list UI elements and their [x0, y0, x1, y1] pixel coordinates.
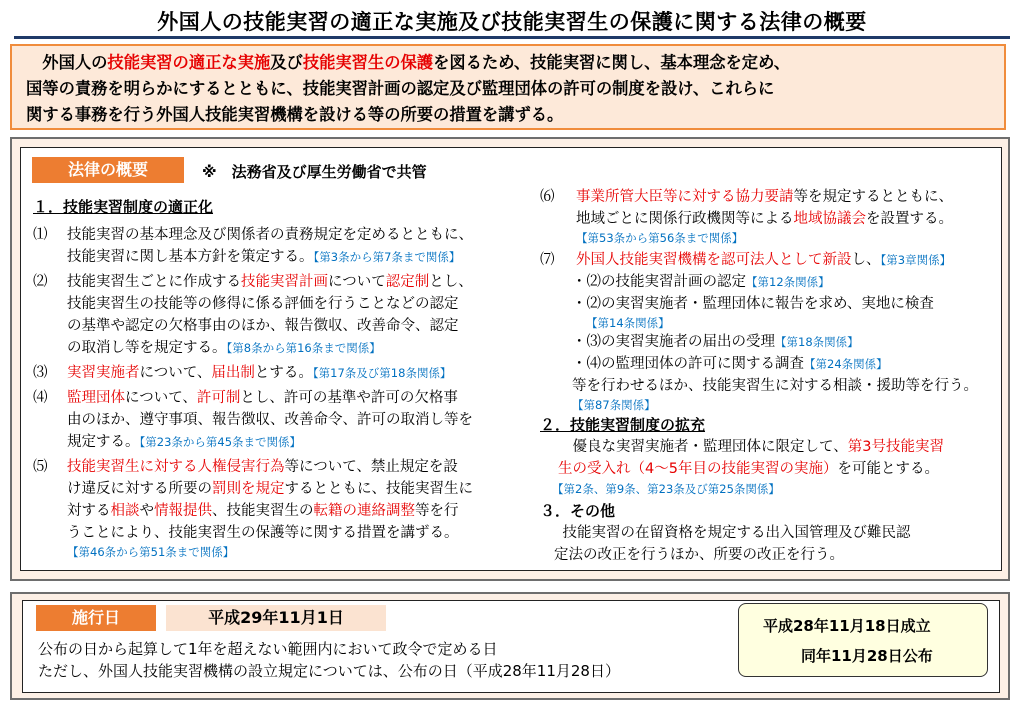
- text-run: 由のほか、遵守事項、報告徴収、改善命令、許可の取消し等を: [67, 412, 473, 428]
- article-ref: 【第12条関係】: [746, 275, 830, 289]
- list-item-line: [33, 271, 531, 293]
- sub-item: [540, 331, 995, 353]
- section-3-line: 定法の改正を行うほか、所要の改正を行う。: [554, 547, 844, 563]
- list-item-line: [33, 337, 531, 359]
- highlight-text: 技能実習生に対する人権侵害行為: [67, 459, 285, 475]
- highlight-text: 技能実習計画: [241, 274, 328, 290]
- highlight-text: 相談: [110, 503, 140, 519]
- effective-date-text: [38, 638, 620, 682]
- list-item-line: [33, 293, 531, 315]
- highlight-text: 届出制: [211, 365, 255, 381]
- page-title: 外国人の技能実習の適正な実施及び技能実習生の保護に関する法律の概要: [157, 10, 867, 34]
- law-overview-tag: 法律の概要: [32, 157, 184, 183]
- text-run: 及び: [270, 53, 303, 72]
- text-run: の基準や認定の欠格事由のほか、報告徴収、改善命令、認定: [67, 318, 459, 334]
- list-item-line: [33, 456, 531, 478]
- effective-date-value: 平成29年11月1日: [166, 605, 386, 631]
- text-run: 技能実習生ごとに作成する: [67, 274, 241, 290]
- text-run: 等について、禁止規定を設: [284, 459, 458, 475]
- article-ref: 【第87条関係】: [572, 398, 656, 412]
- article-ref: 【第17条及び第18条関係】: [312, 366, 452, 380]
- text-run: を可能とする。: [837, 461, 939, 477]
- effective-date-tag: 施行日: [36, 605, 156, 631]
- text-run: 国等の責務を明らかにするとともに、技能実習計画の認定及び監理団体の許可の制度を設け、これらに: [26, 79, 775, 98]
- article-ref: 【第8条から第16条まで関係】: [226, 341, 381, 355]
- highlight-text: 実習実施者: [67, 365, 140, 381]
- item-number: ⑶: [33, 365, 48, 381]
- list-item-line: [33, 387, 531, 409]
- list-item-line: [540, 249, 995, 271]
- text-run: とする。: [254, 365, 313, 381]
- section-2-line: [540, 436, 995, 458]
- item-number: ⑹: [540, 189, 555, 205]
- item-number: ⑷: [33, 390, 48, 406]
- article-ref: 【第3章関係】: [880, 253, 952, 267]
- item-number: ⑴: [33, 227, 48, 243]
- text-run: 規定する。: [67, 434, 140, 450]
- highlight-text: 生の受入れ（4～5年目の技能実習の実施）: [558, 461, 838, 477]
- list-item-line: [33, 315, 531, 337]
- section-2-heading: ２．技能実習制度の拡充: [540, 416, 706, 434]
- article-ref: 【第53条から第56条まで関係】: [576, 231, 744, 245]
- list-item-line: [33, 500, 531, 522]
- text-run: うことにより、技能実習生の保護等に関する措置を講ずる。: [67, 525, 459, 541]
- article-ref: 【第23条から第45条まで関係】: [139, 435, 302, 449]
- intro-line: [26, 76, 994, 102]
- list-item-line: [33, 409, 531, 431]
- text-run: 外国人の: [26, 53, 108, 72]
- text-run: し、: [851, 252, 881, 268]
- sub-item-text: ・⑷の監理団体の許可に関する調査: [572, 356, 804, 372]
- sub-item: [540, 293, 995, 315]
- intro-box: [10, 44, 1006, 130]
- list-item-line: [540, 186, 995, 208]
- title-underline: [14, 36, 1010, 39]
- section-2-line: [540, 458, 995, 480]
- enactment-promulgated: 同年11月28日公布: [801, 647, 933, 665]
- text-run: について: [328, 274, 386, 290]
- list-item-line: [33, 362, 531, 384]
- text-run: 技能実習の基本理念及び関係者の責務規定を定めるとともに、: [67, 227, 473, 243]
- highlight-text: 第3号技能実習: [847, 439, 944, 455]
- text-run: 等を規定するとともに、: [793, 189, 953, 205]
- text-run: を図るため、技能実習に関し、基本理念を定め、: [433, 53, 790, 72]
- highlight-text: 認定制: [385, 274, 430, 290]
- effective-date-line: 公布の日から起算して1年を超えない範囲内において政令で定める日: [38, 640, 498, 658]
- text-run: 地域ごとに関係行政機関等による: [576, 211, 794, 227]
- highlight-text: 監理団体: [67, 390, 125, 406]
- highlight-text: 技能実習生の保護: [302, 53, 434, 72]
- text-run: を設置する。: [866, 211, 953, 227]
- effective-date-line: ただし、外国人技能実習機構の設立規定については、公布の日（平成28年11月28日）: [38, 662, 620, 680]
- highlight-text: 情報提供: [154, 503, 212, 519]
- highlight-text: 技能実習の適正な実施: [107, 53, 271, 72]
- article-ref: 【第46条から第51条まで関係】: [67, 545, 235, 559]
- text-run: するとともに、技能実習生に: [284, 481, 473, 497]
- text-run: について、: [139, 365, 212, 381]
- text-run: 、技能実習生の: [212, 503, 314, 519]
- text-run: 技能実習生の技能等の修得に係る評価を行うことなどの認定: [67, 296, 459, 312]
- article-ref: 【第18条関係】: [775, 335, 859, 349]
- enactment-passed: 平成28年11月18日成立: [763, 617, 931, 635]
- text-run: や: [139, 503, 154, 519]
- article-ref: 【第2条、第9条、第23条及び第25条関係】: [552, 482, 780, 496]
- text-run: 技能実習に関し基本方針を策定する。: [67, 249, 314, 265]
- article-ref: 【第24条関係】: [804, 357, 888, 371]
- sub-item: [540, 353, 995, 375]
- highlight-text: 転籍の連絡調整: [313, 503, 415, 519]
- item-number: ⑵: [33, 274, 48, 290]
- list-item-line: [33, 224, 531, 246]
- section-1-heading: １．技能実習制度の適正化: [33, 198, 214, 216]
- sub-item-text: ・⑶の実習実施者の届出の受理: [572, 334, 775, 350]
- item-number: ⑸: [33, 459, 48, 475]
- article-ref: 【第3条から第7条まで関係】: [313, 250, 461, 264]
- text-run: け違反に対する所要の: [67, 481, 212, 497]
- list-item-line: [33, 522, 531, 544]
- text-run: について、: [125, 390, 197, 406]
- text-run: とし、: [429, 274, 473, 290]
- highlight-text: 許可制: [196, 390, 241, 406]
- section-3-line: 技能実習の在留資格を規定する出入国管理及び難民認: [548, 525, 911, 541]
- sub-item-text: ・⑵の技能実習計画の認定: [572, 274, 746, 290]
- cosponsor-note: ※ 法務省及び厚生労働省で共管: [202, 163, 427, 181]
- list-item-line: [33, 246, 531, 268]
- sub-item: [540, 271, 995, 293]
- intro-line: [26, 102, 994, 128]
- intro-line: [26, 50, 994, 76]
- left-column: [33, 196, 531, 560]
- article-ref: 【第14条関係】: [586, 316, 670, 330]
- highlight-text: 外国人技能実習機構を認可法人として新設: [576, 252, 852, 268]
- sub-item-tail: 等を行わせるほか、技能実習生に対する相談・援助等を行う。: [572, 378, 978, 394]
- enactment-box: [738, 603, 988, 677]
- list-item-line: [540, 208, 995, 230]
- item-number: ⑺: [540, 252, 555, 268]
- list-item-line: [33, 431, 531, 453]
- highlight-text: 地域協議会: [793, 211, 866, 227]
- text-run: とし、許可の基準や許可の欠格事: [240, 390, 458, 406]
- section-3-heading: ３．その他: [540, 502, 616, 520]
- text-run: の取消し等を規定する。: [67, 340, 227, 356]
- sub-item-text: ・⑵の実習実施者・監理団体に報告を求め、実地に検査: [572, 296, 934, 312]
- text-run: 関する事務を行う外国人技能実習機構を設ける等の所要の措置を講ずる。: [26, 105, 564, 124]
- text-run: 等を行: [415, 503, 459, 519]
- text-run: 対する: [67, 503, 111, 519]
- list-item-line: [33, 478, 531, 500]
- highlight-text: 罰則を規定: [212, 481, 285, 497]
- right-column: [540, 186, 995, 566]
- text-run: 優良な実習実施者・監理団体に限定して、: [558, 439, 848, 455]
- highlight-text: 事業所管大臣等に対する協力要請: [576, 189, 794, 205]
